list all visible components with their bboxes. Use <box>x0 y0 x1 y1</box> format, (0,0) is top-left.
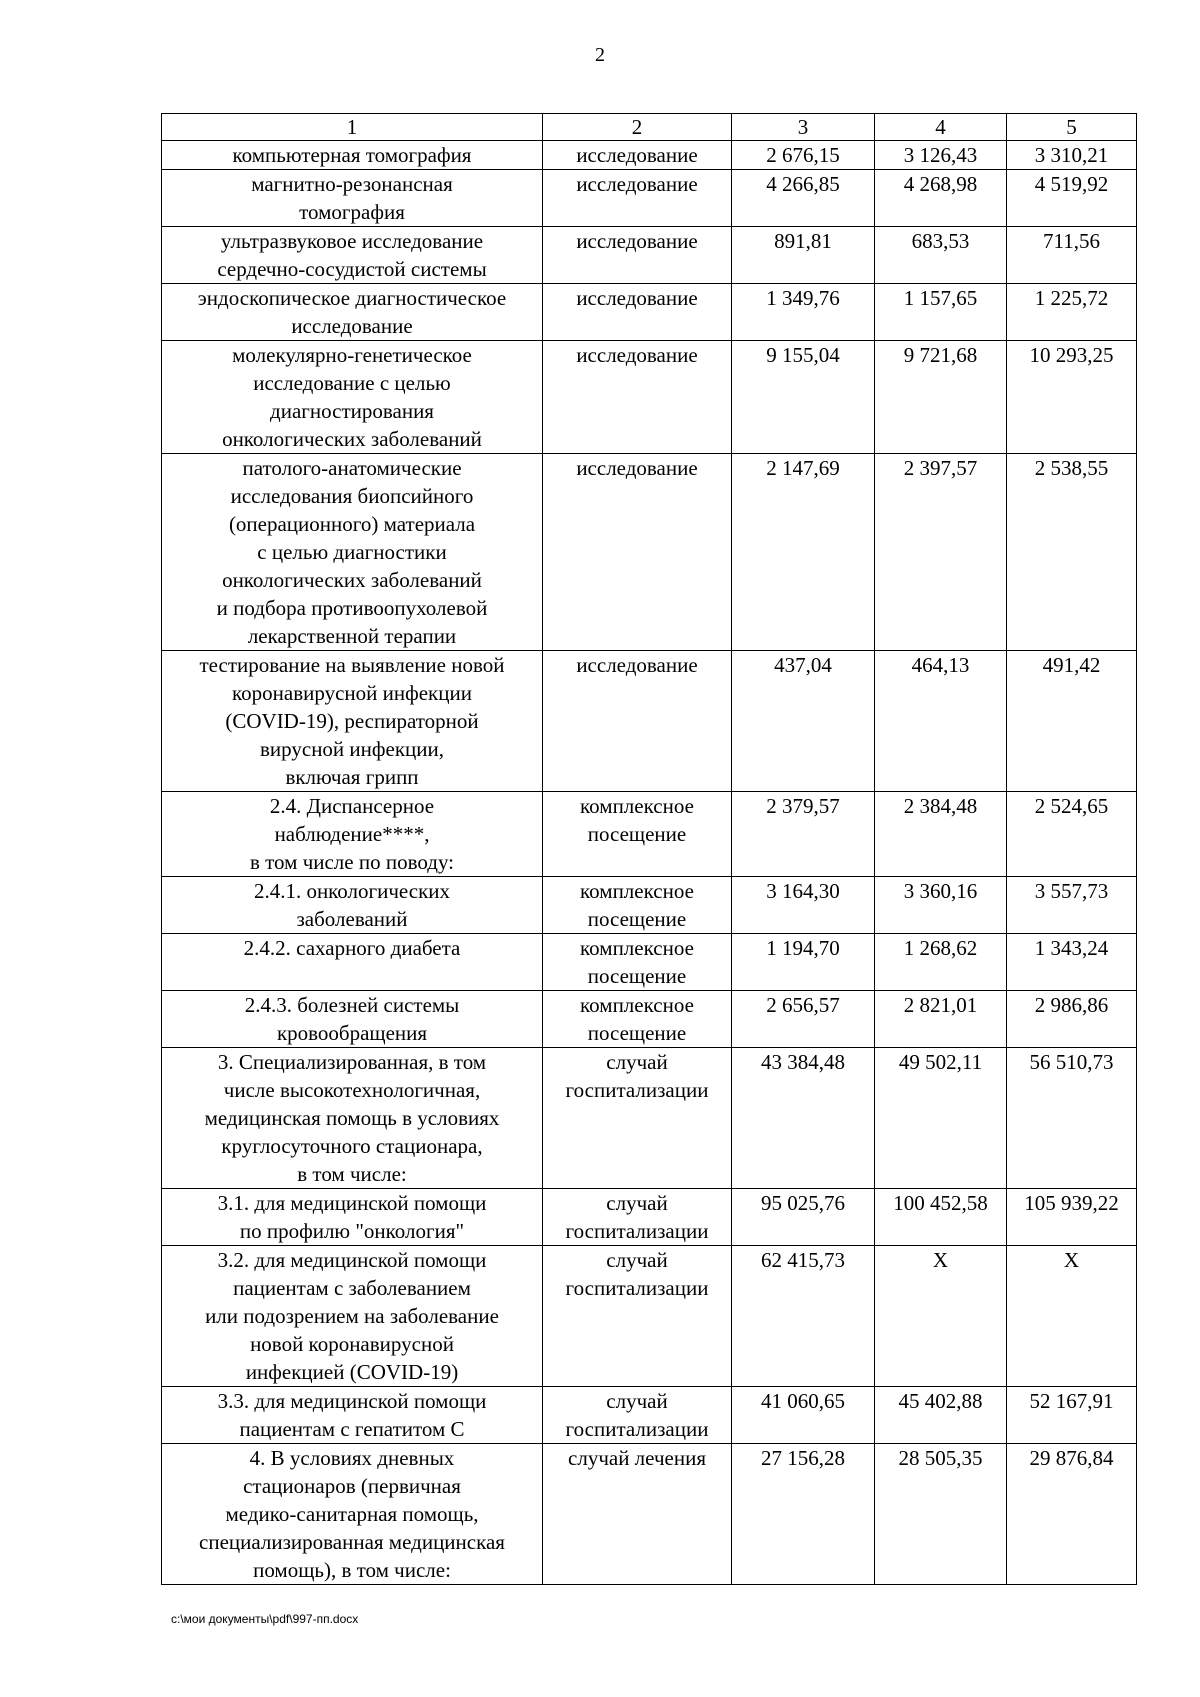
unit-cell: исследование <box>543 341 732 454</box>
value-cell-col5: Х <box>1007 1246 1137 1387</box>
header-cell: 2 <box>543 114 732 141</box>
table-row <box>162 227 1137 284</box>
value-cell-col4: 2 397,57 <box>875 454 1007 651</box>
service-name-cell: 3.3. для медицинской помощи пациентам с гепатитом С <box>162 1387 543 1444</box>
value-cell-col4: Х <box>875 1246 1007 1387</box>
value-cell-col3: 2 676,15 <box>732 141 875 170</box>
table-row <box>162 284 1137 341</box>
value-cell-col5: 3 310,21 <box>1007 141 1137 170</box>
value-cell-col3: 95 025,76 <box>732 1189 875 1246</box>
unit-cell: случай госпитализации <box>543 1387 732 1444</box>
unit-cell: исследование <box>543 141 732 170</box>
table-row <box>162 454 1137 651</box>
table-row <box>162 341 1137 454</box>
value-cell-col4: 28 505,35 <box>875 1444 1007 1585</box>
service-name-cell: молекулярно-генетическое исследование с целью диагностирования онкологических заболеваний <box>162 341 543 454</box>
table-row <box>162 141 1137 170</box>
unit-cell: исследование <box>543 651 732 792</box>
service-name-cell: патолого-анатомические исследования биопсийного (операционного) материала с целью диагностики онкологических заболеваний и подбора противоопухолевой лекарственной терапии <box>162 454 543 651</box>
file-path-footer: c:\мои документы\pdf\997-пп.docx <box>171 1612 359 1626</box>
value-cell-col3: 2 147,69 <box>732 454 875 651</box>
service-name-cell: 3.2. для медицинской помощи пациентам с заболеванием или подозрением на заболевание новой коронавирусной инфекцией (COVID-19) <box>162 1246 543 1387</box>
value-cell-col5: 56 510,73 <box>1007 1048 1137 1189</box>
table-row <box>162 1387 1137 1444</box>
header-cell: 4 <box>875 114 1007 141</box>
value-cell-col5: 1 225,72 <box>1007 284 1137 341</box>
unit-cell: случай лечения <box>543 1444 732 1585</box>
unit-cell: случай госпитализации <box>543 1189 732 1246</box>
value-cell-col3: 2 379,57 <box>732 792 875 877</box>
unit-cell: комплексное посещение <box>543 877 732 934</box>
value-cell-col4: 1 157,65 <box>875 284 1007 341</box>
service-name-cell: 2.4.3. болезней системы кровообращения <box>162 991 543 1048</box>
unit-cell: исследование <box>543 170 732 227</box>
service-name-cell: тестирование на выявление новой коронавирусной инфекции (COVID-19), респираторной вирусной инфекции, включая грипп <box>162 651 543 792</box>
value-cell-col5: 2 986,86 <box>1007 991 1137 1048</box>
value-cell-col4: 3 360,16 <box>875 877 1007 934</box>
value-cell-col5: 2 538,55 <box>1007 454 1137 651</box>
value-cell-col4: 49 502,11 <box>875 1048 1007 1189</box>
tariff-table <box>161 113 1137 1585</box>
service-name-cell: 4. В условиях дневных стационаров (первичная медико-санитарная помощь, специализированная медицинская помощь), в том числе: <box>162 1444 543 1585</box>
service-name-cell: компьютерная томография <box>162 141 543 170</box>
table-row <box>162 651 1137 792</box>
page-number: 2 <box>595 44 605 66</box>
value-cell-col4: 4 268,98 <box>875 170 1007 227</box>
header-cell: 1 <box>162 114 543 141</box>
value-cell-col4: 9 721,68 <box>875 341 1007 454</box>
table-row <box>162 792 1137 877</box>
service-name-cell: 3.1. для медицинской помощи по профилю "онкология" <box>162 1189 543 1246</box>
value-cell-col5: 2 524,65 <box>1007 792 1137 877</box>
value-cell-col3: 1 349,76 <box>732 284 875 341</box>
value-cell-col5: 52 167,91 <box>1007 1387 1137 1444</box>
value-cell-col3: 27 156,28 <box>732 1444 875 1585</box>
value-cell-col3: 62 415,73 <box>732 1246 875 1387</box>
header-cell: 3 <box>732 114 875 141</box>
table-header-row <box>162 114 1137 141</box>
header-cell: 5 <box>1007 114 1137 141</box>
value-cell-col3: 437,04 <box>732 651 875 792</box>
value-cell-col4: 2 384,48 <box>875 792 1007 877</box>
unit-cell: исследование <box>543 227 732 284</box>
value-cell-col4: 1 268,62 <box>875 934 1007 991</box>
service-name-cell: 2.4. Диспансерное наблюдение****, в том числе по поводу: <box>162 792 543 877</box>
value-cell-col4: 45 402,88 <box>875 1387 1007 1444</box>
value-cell-col4: 683,53 <box>875 227 1007 284</box>
service-name-cell: эндоскопическое диагностическое исследование <box>162 284 543 341</box>
unit-cell: комплексное посещение <box>543 991 732 1048</box>
value-cell-col3: 4 266,85 <box>732 170 875 227</box>
table-row <box>162 1048 1137 1189</box>
service-name-cell: ультразвуковое исследование сердечно-сосудистой системы <box>162 227 543 284</box>
value-cell-col4: 100 452,58 <box>875 1189 1007 1246</box>
table-row <box>162 1246 1137 1387</box>
service-name-cell: 2.4.1. онкологических заболеваний <box>162 877 543 934</box>
unit-cell: комплексное посещение <box>543 934 732 991</box>
service-name-cell: 3. Специализированная, в том числе высокотехнологичная, медицинская помощь в условиях круглосуточного стационара, в том числе: <box>162 1048 543 1189</box>
value-cell-col5: 1 343,24 <box>1007 934 1137 991</box>
value-cell-col5: 29 876,84 <box>1007 1444 1137 1585</box>
value-cell-col4: 2 821,01 <box>875 991 1007 1048</box>
table-row <box>162 934 1137 991</box>
value-cell-col5: 711,56 <box>1007 227 1137 284</box>
value-cell-col3: 9 155,04 <box>732 341 875 454</box>
unit-cell: случай госпитализации <box>543 1048 732 1189</box>
table-row <box>162 877 1137 934</box>
value-cell-col5: 491,42 <box>1007 651 1137 792</box>
value-cell-col4: 3 126,43 <box>875 141 1007 170</box>
table-row <box>162 1444 1137 1585</box>
unit-cell: исследование <box>543 284 732 341</box>
service-name-cell: магнитно-резонансная томография <box>162 170 543 227</box>
value-cell-col3: 3 164,30 <box>732 877 875 934</box>
value-cell-col3: 41 060,65 <box>732 1387 875 1444</box>
unit-cell: комплексное посещение <box>543 792 732 877</box>
value-cell-col3: 2 656,57 <box>732 991 875 1048</box>
unit-cell: случай госпитализации <box>543 1246 732 1387</box>
value-cell-col5: 3 557,73 <box>1007 877 1137 934</box>
value-cell-col4: 464,13 <box>875 651 1007 792</box>
value-cell-col3: 43 384,48 <box>732 1048 875 1189</box>
table-row <box>162 170 1137 227</box>
table-row <box>162 1189 1137 1246</box>
value-cell-col5: 105 939,22 <box>1007 1189 1137 1246</box>
value-cell-col5: 10 293,25 <box>1007 341 1137 454</box>
value-cell-col5: 4 519,92 <box>1007 170 1137 227</box>
unit-cell: исследование <box>543 454 732 651</box>
table-row <box>162 991 1137 1048</box>
value-cell-col3: 1 194,70 <box>732 934 875 991</box>
service-name-cell: 2.4.2. сахарного диабета <box>162 934 543 991</box>
value-cell-col3: 891,81 <box>732 227 875 284</box>
